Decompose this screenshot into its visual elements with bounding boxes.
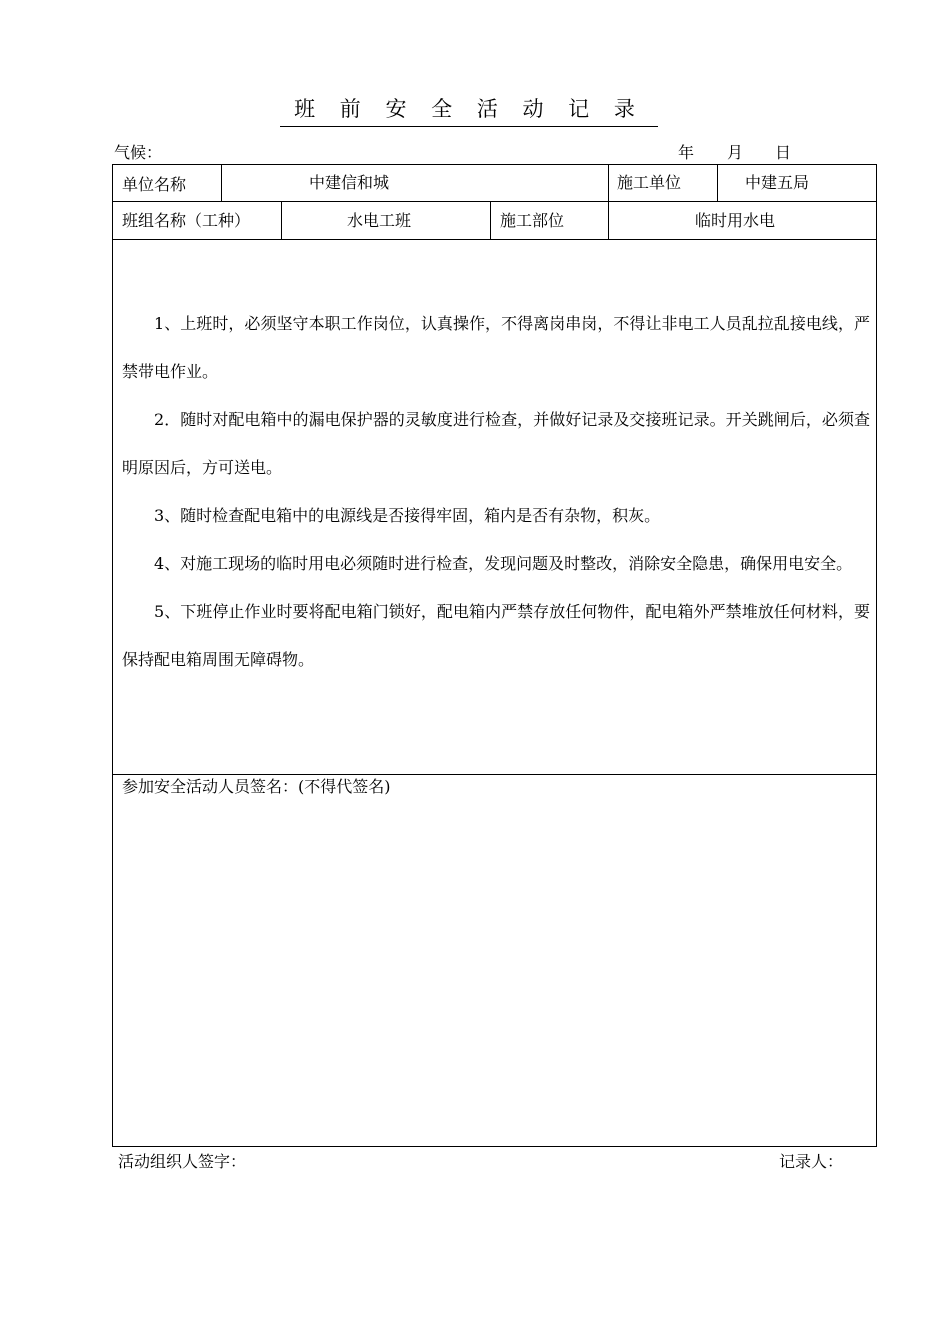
- unit-name-label: 单位名称: [122, 175, 187, 194]
- safety-paragraph: 5、下班停止作业时要将配电箱门锁好，配电箱内严禁存放任何物件，配电箱外严禁堆放任何材料，要保持配电箱周围无障碍物。: [122, 602, 870, 669]
- safety-paragraph: 4、对施工现场的临时用电必须随时进行检查，发现问题及时整改，消除安全隐患，确保用电安全。: [154, 554, 853, 573]
- safety-paragraph: 2．随时对配电箱中的漏电保护器的灵敏度进行检查，并做好记录及交接班记录。开关跳闸后，必须查明原因后，方可送电。: [122, 410, 870, 477]
- construction-unit-label: 施工单位: [617, 173, 682, 192]
- date-day-label: 日: [775, 143, 792, 162]
- signature-label: 参加安全活动人员签名：(不得代签名): [122, 777, 391, 796]
- row-divider-3: [113, 774, 876, 775]
- row-divider-1: [113, 201, 876, 202]
- location-value: 临时用水电: [695, 211, 776, 230]
- safety-content: [122, 300, 870, 684]
- date-month-label: 月: [727, 143, 744, 162]
- location-label: 施工部位: [500, 211, 565, 230]
- safety-paragraph: 1、上班时，必须坚守本职工作岗位，认真操作，不得离岗串岗，不得让非电工人员乱拉乱接电线，严禁带电作业。: [122, 314, 870, 381]
- row-divider-2: [113, 239, 876, 240]
- col-divider: [717, 165, 718, 201]
- title-underline: [280, 126, 658, 127]
- document-title: 班 前 安 全 活 动 记 录: [294, 97, 644, 121]
- team-value: 水电工班: [347, 211, 412, 230]
- organizer-signature-label: 活动组织人签字：: [118, 1152, 247, 1171]
- date-year-label: 年: [678, 143, 695, 162]
- recorder-label: 记录人：: [779, 1152, 844, 1171]
- team-label: 班组名称（工种）: [122, 211, 251, 230]
- unit-name-value: 中建信和城: [309, 173, 390, 192]
- construction-unit-value: 中建五局: [745, 173, 810, 192]
- weather-label: 气候：: [114, 143, 163, 162]
- col-divider: [281, 201, 282, 239]
- col-divider: [221, 165, 222, 201]
- col-divider: [490, 201, 491, 239]
- col-divider: [608, 165, 609, 239]
- safety-paragraph: 3、随时检查配电箱中的电源线是否接得牢固，箱内是否有杂物，积灰。: [154, 506, 661, 525]
